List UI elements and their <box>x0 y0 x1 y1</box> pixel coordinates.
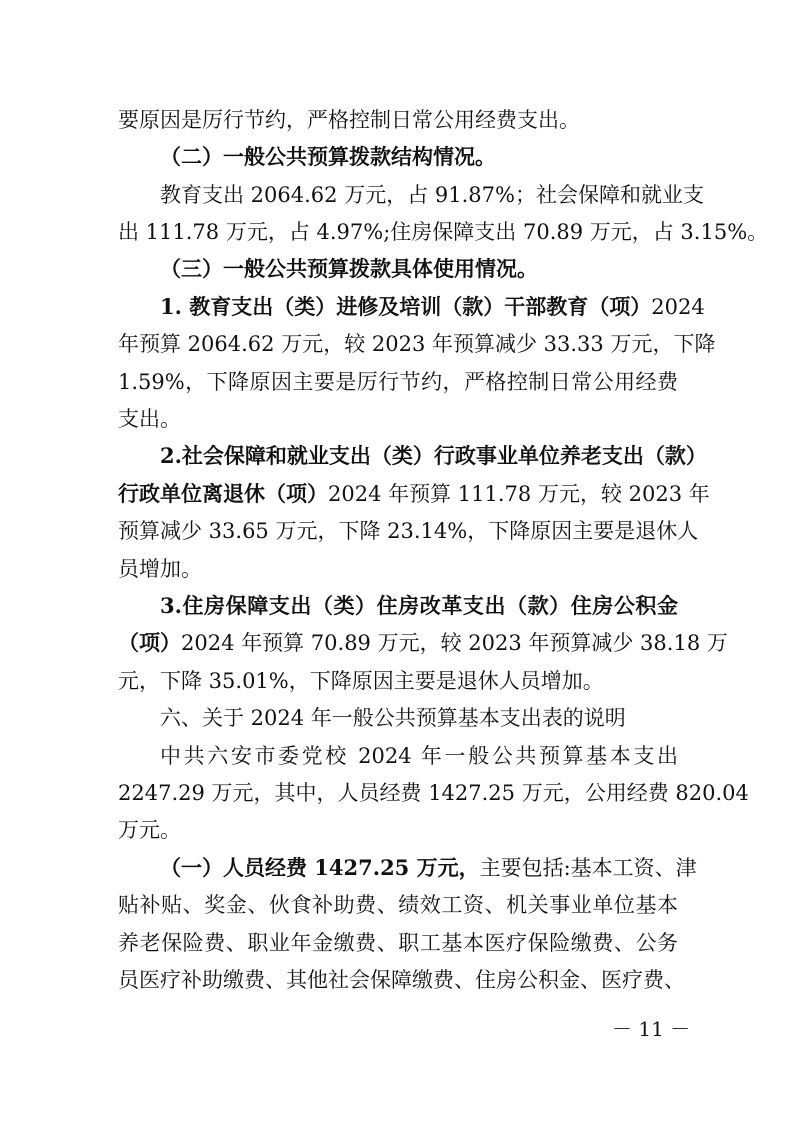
text-line <box>160 855 697 881</box>
text-span: 2024 <box>651 295 705 319</box>
section-heading: （三）一般公共预算拨款具体使用情况。 <box>160 256 538 281</box>
item-heading: 行政单位离退休（项） <box>118 481 328 506</box>
text-line: 元，下降 35.01%，下降原因主要是退休人员增加。 <box>118 669 604 693</box>
text-line: 预算减少 33.65 万元，下降 23.14%，下降原因主要是退休人 <box>118 519 699 543</box>
text-line: 养老保险费、职业年金缴费、职工基本医疗保险缴费、公务 <box>118 931 678 955</box>
text-span: 2024 年预算 111.78 万元，较 2023 年 <box>328 482 710 506</box>
item-heading: （项） <box>118 630 181 655</box>
text-line: 员增加。 <box>118 557 202 581</box>
item-heading: 3.住房保障支出（类）住房改革支出（款）住房公积金 <box>160 593 678 618</box>
text-line: 1.59%，下降原因主要是厉行节约，严格控制日常公用经费 <box>118 370 678 394</box>
text-line: 要原因是厉行节约，严格控制日常公用经费支出。 <box>118 108 580 132</box>
section-heading: （二）一般公共预算拨款结构情况。 <box>160 144 496 169</box>
text-line <box>118 630 728 656</box>
item-heading: 2.社会保障和就业支出（类）行政事业单位养老支出（款） <box>160 443 707 468</box>
text-line: 2247.29 万元，其中，人员经费 1427.25 万元，公用经费 820.04 <box>118 781 749 805</box>
text-line: 中共六安市委党校 2024 年一般公共预算基本支出 <box>160 744 678 768</box>
item-heading: （一）人员经费 1427.25 万元， <box>160 855 480 880</box>
text-span: 2024 年预算 70.89 万元，较 2023 年预算减少 38.18 万 <box>181 631 728 655</box>
text-line <box>160 294 705 320</box>
text-line: 出 111.78 万元，占 4.97%;住房保障支出 70.89 万元，占 3.15%。 <box>118 220 769 244</box>
chapter-heading: 六、关于 2024 年一般公共预算基本支出表的说明 <box>160 706 626 730</box>
page-number: － 11 － <box>612 1017 691 1041</box>
text-span: 主要包括:基本工资、津 <box>479 856 697 880</box>
text-line: 员医疗补助缴费、其他社会保障缴费、住房公积金、医疗费、 <box>118 968 685 992</box>
text-line: 万元。 <box>118 818 181 842</box>
text-line: 教育支出 2064.62 万元，占 91.87%；社会保障和就业支 <box>160 183 704 207</box>
text-line: 支出。 <box>118 407 181 431</box>
text-line <box>118 481 710 507</box>
item-heading: 1. 教育支出（类）进修及培训（款）干部教育（项） <box>160 294 652 319</box>
text-line: 贴补贴、奖金、伙食补助费、绩效工资、机关事业单位基本 <box>118 893 678 917</box>
text-line: 年预算 2064.62 万元，较 2023 年预算减少 33.33 万元，下降 <box>118 332 716 356</box>
